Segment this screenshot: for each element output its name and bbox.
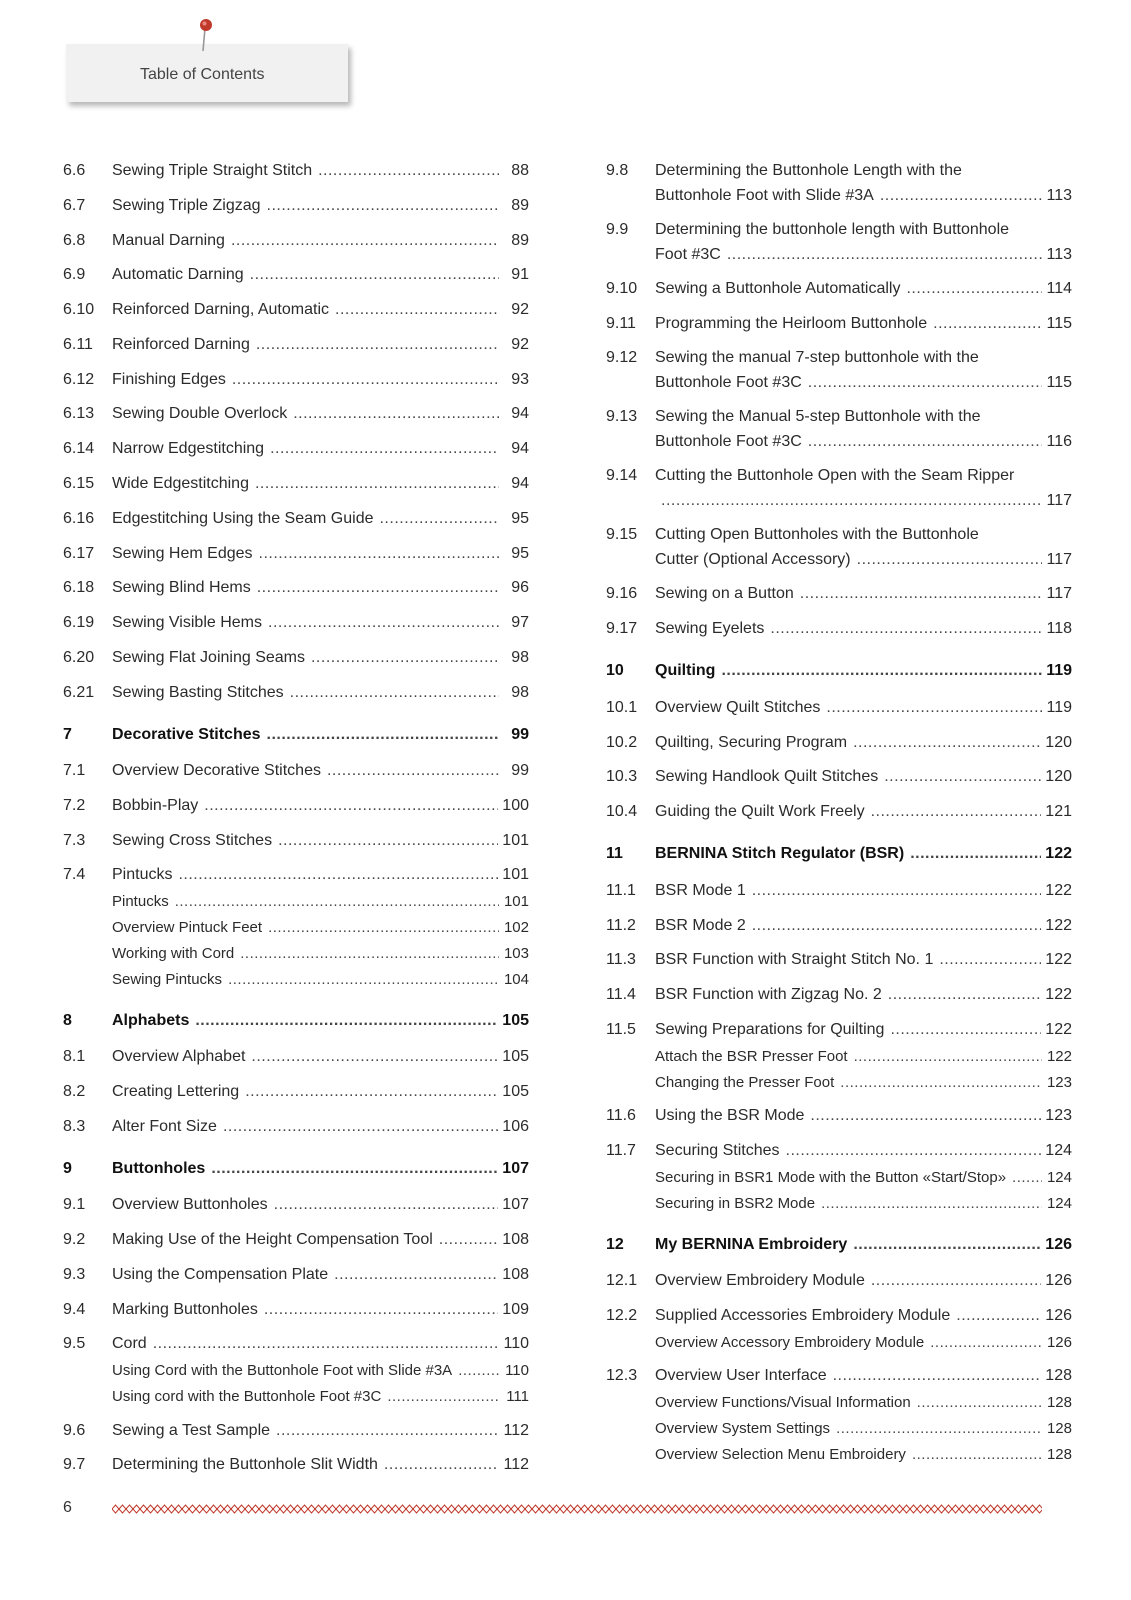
toc-entry-title: Sewing Flat Joining Seams [112,649,305,666]
dot-leader [950,1303,1041,1328]
toc-entry-number: 11.5 [606,1021,636,1038]
toc-entry-title: Automatic Darning [112,266,244,283]
toc-entry-title: Quilting [655,662,716,679]
toc-entry-page: 128 [1046,1420,1072,1437]
toc-entry-page: 95 [511,510,529,527]
toc-entry-number: 9.17 [606,620,638,637]
dot-leader [715,658,1042,683]
toc-entry-page: 120 [1045,768,1072,785]
toc-entry-title: Programming the Heirloom Buttonhole [655,315,928,332]
dot-leader [874,183,1042,208]
toc-entry-number: 7 [63,726,72,743]
toc-entry-page: 105 [502,1012,529,1029]
toc-entry-page: 97 [511,614,529,631]
dot-leader [865,799,1042,824]
toc-entry-page: 109 [502,1301,529,1318]
toc-entry-number: 10.2 [606,734,638,751]
toc-entry-title: Sewing Hem Edges [112,545,253,562]
dot-leader [312,158,499,183]
toc-entry-title-line1: Cutting the Buttonhole Open with the Seam Ripper [655,467,1015,484]
toc-entry-number: 7.4 [63,866,86,883]
toc-entry-page: 94 [511,440,529,457]
toc-entry-page: 102 [503,919,529,936]
dot-leader [284,680,499,705]
dot-leader [927,311,1042,336]
dot-leader [848,1045,1042,1068]
toc-entry-number: 9.13 [606,408,638,425]
toc-entry-title: Working with Cord [112,945,235,962]
toc-entry-title: Sewing Pintucks [112,971,223,988]
toc-entry-number: 6.14 [63,440,95,457]
toc-entry-title: Attach the BSR Presser Foot [655,1048,848,1065]
toc-entry-title: Overview Quilt Stitches [655,699,821,716]
toc-entry-page: 113 [1046,246,1072,263]
toc-entry-title: Using Cord with the Buttonhole Foot with Slide #3A [112,1362,453,1379]
dot-leader [217,1114,498,1139]
toc-entry-number: 9.5 [63,1335,86,1352]
toc-entry-page: 111 [506,1388,529,1405]
toc-entry-page: 122 [1045,1021,1072,1038]
dot-leader [820,695,1042,720]
dot-leader [262,610,499,635]
toc-entry-title: Using the Compensation Plate [112,1266,329,1283]
dot-leader [251,575,499,600]
toc-entry-page: 93 [511,371,529,388]
toc-entry-title-line1: Sewing the Manual 5-step Buttonhole with the [655,408,981,425]
toc-entry-title: Buttonholes [112,1160,206,1177]
dot-leader [764,616,1042,641]
toc-entry-title-line1: Determining the buttonhole length with Buttonhole [655,221,1010,238]
toc-entry-number: 9.11 [606,315,636,332]
dot-leader [452,1359,499,1382]
toc-entry-title: Marking Buttonholes [112,1301,258,1318]
toc-entry-title-line1: Cutting Open Buttonholes with the Buttonhole [655,526,979,543]
toc-entry-page: 104 [503,971,529,988]
dot-leader [433,1227,499,1252]
toc-entry-number: 8 [63,1012,72,1029]
toc-entry-title: Wide Edgestitching [112,475,249,492]
toc-entry-title: Reinforced Darning [112,336,250,353]
dot-leader [882,982,1042,1007]
dot-leader [847,1232,1041,1257]
toc-entry-page: 91 [511,266,529,283]
toc-entry-number: 6.15 [63,475,95,492]
dot-leader [249,471,499,496]
toc-entry-title: Sewing Eyelets [655,620,765,637]
dot-leader [851,547,1042,572]
dot-leader [270,1418,499,1443]
dot-leader [305,645,499,670]
toc-entry-number: 6.20 [63,649,95,666]
toc-entry-title: Sewing Double Overlock [112,405,288,422]
toc-entry-title: Sewing Preparations for Quilting [655,1021,885,1038]
dot-leader [815,1192,1042,1215]
dot-leader [245,1044,498,1069]
toc-entry-number: 6.6 [63,162,86,179]
dot-leader [900,276,1042,301]
dot-leader [268,1192,499,1217]
toc-entry-page: 123 [1045,1107,1072,1124]
toc-entry-page: 99 [511,726,529,743]
toc-entry-title: Sewing Blind Hems [112,579,251,596]
toc-entry-number: 10.3 [606,768,638,785]
toc-entry-number: 6.17 [63,545,95,562]
toc-entry-title: Supplied Accessories Embroidery Module [655,1307,951,1324]
toc-entry-page: 110 [503,1335,529,1352]
toc-entry-page: 122 [1046,1048,1072,1065]
toc-entry-page: 95 [511,545,529,562]
toc-entry-number: 9.2 [63,1231,86,1248]
toc-entry-title: Using the BSR Mode [655,1107,805,1124]
toc-entry-number: 12.1 [606,1272,638,1289]
dot-leader [198,793,498,818]
toc-entry-page: 118 [1046,620,1072,637]
toc-entry-title: Making Use of the Height Compensation Tool [112,1231,433,1248]
toc-entry-title: Sewing on a Button [655,585,794,602]
dot-leader [261,193,499,218]
toc-entry-title: Sewing Triple Zigzag [112,197,261,214]
toc-entry-page: 101 [502,832,529,849]
toc-entry-page: 122 [1045,882,1072,899]
toc-entry-number: 11 [606,845,623,862]
dot-leader [258,1297,498,1322]
dot-leader [205,1156,498,1181]
dot-leader [847,730,1041,755]
pushpin-icon [199,18,217,52]
toc-entry-number: 9.8 [606,162,629,179]
toc-entry-title-line1: Determining the Buttonhole Length with the [655,162,962,179]
toc-entry-page: 110 [505,1362,529,1379]
toc-entry-page: 101 [502,866,529,883]
toc-entry-number: 10 [606,662,624,679]
dot-leader [655,488,1042,513]
dot-leader [884,1017,1041,1042]
dot-leader [329,297,499,322]
toc-entry-page: 89 [511,197,529,214]
toc-entry-number: 6.19 [63,614,95,631]
toc-entry-number: 6.10 [63,301,95,318]
toc-entry-number: 6.16 [63,510,95,527]
toc-entry-page: 100 [502,797,529,814]
toc-entry-page: 98 [511,684,529,701]
dot-leader [378,1452,499,1477]
dot-leader [911,1391,1042,1414]
toc-entry-number: 9.14 [606,467,638,484]
toc-entry-number: 6.9 [63,266,86,283]
dot-leader [933,947,1041,972]
toc-entry-page: 119 [1046,699,1072,716]
toc-entry-title: Buttonhole Foot #3C [655,374,802,391]
toc-entry-title: Pintucks [112,893,169,910]
toc-entry-title: Quilting, Securing Program [655,734,848,751]
dot-leader [169,890,499,913]
dot-leader [328,1262,498,1287]
toc-entry-page: 116 [1046,433,1072,450]
toc-entry-page: 108 [502,1266,529,1283]
toc-entry-number: 12 [606,1236,624,1253]
toc-entry-page: 128 [1046,1394,1072,1411]
dot-leader [878,764,1041,789]
toc-entry-title: Buttonhole Foot #3C [655,433,802,450]
toc-entry-page: 115 [1046,315,1072,332]
toc-entry-number: 8.2 [63,1083,86,1100]
toc-entry-title: Overview Accessory Embroidery Module [655,1334,925,1351]
dot-leader [261,722,499,747]
toc-entry-number: 6.11 [63,336,93,353]
toc-entry-page: 120 [1045,734,1072,751]
toc-entry-number: 6.18 [63,579,95,596]
dot-leader [234,942,499,965]
toc-entry-number: 7.1 [63,762,86,779]
toc-entry-number: 12.2 [606,1307,638,1324]
toc-entry-page: 122 [1045,845,1072,862]
toc-entry-title: Pintucks [112,866,173,883]
toc-entry-title: Securing in BSR2 Mode [655,1195,816,1212]
toc-entry-number: 11.3 [606,951,636,968]
toc-entry-page: 122 [1045,986,1072,1003]
toc-entry-title: BSR Function with Straight Stitch No. 1 [655,951,934,968]
toc-entry-title: Changing the Presser Foot [655,1074,835,1091]
toc-entry-title: BSR Function with Zigzag No. 2 [655,986,882,1003]
dot-leader [189,1008,498,1033]
toc-entry-title: Sewing a Test Sample [112,1422,271,1439]
toc-entry-page: 115 [1046,374,1072,391]
toc-entry-page: 105 [502,1048,529,1065]
toc-entry-title: Sewing Cross Stitches [112,832,273,849]
toc-entry-title: Overview Functions/Visual Information [655,1394,911,1411]
toc-entry-title: Overview Alphabet [112,1048,246,1065]
toc-entry-page: 94 [511,405,529,422]
toc-entry-page: 117 [1046,585,1072,602]
dot-leader [794,581,1042,606]
toc-entry-title: Sewing Basting Stitches [112,684,284,701]
toc-entry-page: 92 [511,301,529,318]
toc-entry-page: 114 [1046,280,1072,297]
toc-entry-page: 103 [503,945,529,962]
toc-entry-number: 11.6 [606,1107,636,1124]
toc-entry-title: Overview User Interface [655,1367,827,1384]
toc-entry-page: 108 [502,1231,529,1248]
toc-entry-number: 8.1 [63,1048,86,1065]
toc-entry-title: BSR Mode 2 [655,917,746,934]
toc-entry-title: Edgestitching Using the Seam Guide [112,510,374,527]
toc-entry-page: 124 [1046,1169,1072,1186]
toc-entry-title: Narrow Edgestitching [112,440,265,457]
toc-entry-page: 121 [1045,803,1072,820]
toc-entry-title: Reinforced Darning, Automatic [112,301,329,318]
toc-entry-title: Buttonhole Foot with Slide #3A [655,187,874,204]
dot-leader [321,758,499,783]
toc-entry-number: 8.3 [63,1118,86,1135]
toc-entry-title: Sewing Triple Straight Stitch [112,162,313,179]
toc-entry-title: Sewing a Buttonhole Automatically [655,280,901,297]
dot-leader [222,968,499,991]
toc-entry-page: 126 [1045,1307,1072,1324]
toc-entry-title: BSR Mode 1 [655,882,746,899]
dot-leader [264,436,499,461]
toc-entry-title: Alter Font Size [112,1118,217,1135]
dot-leader [272,828,498,853]
dot-leader [802,429,1042,454]
toc-entry-page: 117 [1046,492,1072,509]
dot-leader [834,1071,1042,1094]
toc-entry-number: 10.4 [606,803,638,820]
toc-entry-title: Cutter (Optional Accessory) [655,551,851,568]
toc-entry-number: 9 [63,1160,72,1177]
dot-leader [746,913,1042,938]
toc-entry-title: Securing Stitches [655,1142,780,1159]
dot-leader [381,1385,499,1408]
toc-entry-title: BERNINA Stitch Regulator (BSR) [655,845,905,862]
toc-entry-number: 7.3 [63,832,86,849]
dot-leader [830,1417,1042,1440]
toc-entry-page: 92 [511,336,529,353]
toc-entry-number: 10.1 [606,699,638,716]
toc-entry-title: Creating Lettering [112,1083,240,1100]
toc-entry-title: Overview Buttonholes [112,1196,268,1213]
toc-entry-title: Overview Selection Menu Embroidery [655,1446,906,1463]
toc-entry-number: 11.1 [606,882,636,899]
dot-leader [244,262,499,287]
dot-leader [924,1331,1042,1354]
toc-entry-page: 124 [1045,1142,1072,1159]
decorative-stitch-border [112,1504,1042,1514]
toc-entry-page: 126 [1046,1334,1072,1351]
toc-entry-page: 124 [1046,1195,1072,1212]
toc-entry-page: 99 [511,762,529,779]
toc-entry-title: Decorative Stitches [112,726,261,743]
toc-entry-title: Determining the Buttonhole Slit Width [112,1456,378,1473]
toc-entry-title: Bobbin-Play [112,797,199,814]
toc-entry-title: Finishing Edges [112,371,226,388]
toc-entry-page: 122 [1045,917,1072,934]
toc-entry-title: Manual Darning [112,232,225,249]
toc-entry-page: 113 [1046,187,1072,204]
toc-entry-title: Overview Decorative Stitches [112,762,321,779]
toc-entry-page: 98 [511,649,529,666]
dot-leader [802,370,1042,395]
toc-entry-number: 12.3 [606,1367,638,1384]
toc-entry-page: 106 [502,1118,529,1135]
toc-entry-title: Sewing Visible Hems [112,614,262,631]
toc-entry-number: 9.6 [63,1422,86,1439]
toc-entry-page: 89 [511,232,529,249]
dot-leader [253,541,499,566]
dot-leader [226,367,499,392]
toc-entry-number: 9.15 [606,526,638,543]
dot-leader [780,1138,1042,1163]
toc-entry-page: 122 [1045,951,1072,968]
toc-entry-number: 9.12 [606,349,638,366]
toc-entry-page: 112 [503,1456,529,1473]
toc-entry-page: 107 [502,1196,529,1213]
toc-entry-title: Overview Pintuck Feet [112,919,263,936]
toc-entry-page: 117 [1046,551,1072,568]
toc-entry-page: 126 [1045,1236,1072,1253]
toc-entry-number: 11.7 [606,1142,636,1159]
toc-entry-number: 9.9 [606,221,629,238]
toc-entry-title: Sewing Handlook Quilt Stitches [655,768,879,785]
toc-entry-title: My BERNINA Embroidery [655,1236,848,1253]
toc-entry-title-line1: Sewing the manual 7-step buttonhole with the [655,349,979,366]
toc-entry-title: Securing in BSR1 Mode with the Button «Start/Stop» [655,1169,1007,1186]
dot-leader [250,332,499,357]
toc-entry-number: 7.2 [63,797,86,814]
dot-leader [721,242,1042,267]
toc-entry-title: Cord [112,1335,147,1352]
dot-leader [373,506,499,531]
dot-leader [804,1103,1041,1128]
toc-entry-number: 9.16 [606,585,638,602]
dot-leader [1006,1166,1042,1189]
dot-leader [225,228,499,253]
tab-title: Table of Contents [140,66,265,83]
toc-entry-page: 128 [1046,1446,1072,1463]
toc-entry-number: 11.2 [606,917,636,934]
toc-entry-page: 94 [511,475,529,492]
toc-entry-page: 107 [502,1160,529,1177]
toc-entry-title: Using cord with the Buttonhole Foot #3C [112,1388,382,1405]
toc-entry-title: Guiding the Quilt Work Freely [655,803,865,820]
dot-leader [172,862,498,887]
section-tab [66,44,348,102]
toc-entry-page: 126 [1045,1272,1072,1289]
toc-entry-number: 6.7 [63,197,86,214]
toc-entry-number: 6.21 [63,684,95,701]
toc-entry-number: 9.4 [63,1301,86,1318]
dot-leader [147,1331,499,1356]
dot-leader [239,1079,498,1104]
dot-leader [904,841,1041,866]
toc-entry-title: Overview Embroidery Module [655,1272,865,1289]
dot-leader [262,916,499,939]
toc-entry-number: 9.7 [63,1456,86,1473]
toc-entry-number: 6.13 [63,405,95,422]
dot-leader [287,401,499,426]
toc-entry-page: 112 [503,1422,529,1439]
toc-entry-number: 9.3 [63,1266,86,1283]
dot-leader [746,878,1042,903]
dot-leader [865,1268,1041,1293]
toc-entry-number: 9.1 [63,1196,86,1213]
page-number: 6 [63,1499,72,1516]
toc-entry-title: Foot #3C [655,246,721,263]
dot-leader [827,1363,1042,1388]
toc-entry-number: 6.8 [63,232,86,249]
toc-entry-number: 11.4 [606,986,636,1003]
toc-entry-number: 9.10 [606,280,638,297]
toc-entry-page: 101 [503,893,529,910]
toc-entry-page: 128 [1045,1367,1072,1384]
toc-entry-page: 123 [1046,1074,1072,1091]
dot-leader [906,1443,1042,1466]
toc-entry-number: 6.12 [63,371,95,388]
toc-entry-page: 119 [1046,662,1072,679]
toc-entry-page: 105 [502,1083,529,1100]
toc-entry-page: 88 [511,162,529,179]
toc-entry-title: Overview System Settings [655,1420,831,1437]
toc-entry-page: 96 [511,579,529,596]
toc-entry-title: Alphabets [112,1012,190,1029]
